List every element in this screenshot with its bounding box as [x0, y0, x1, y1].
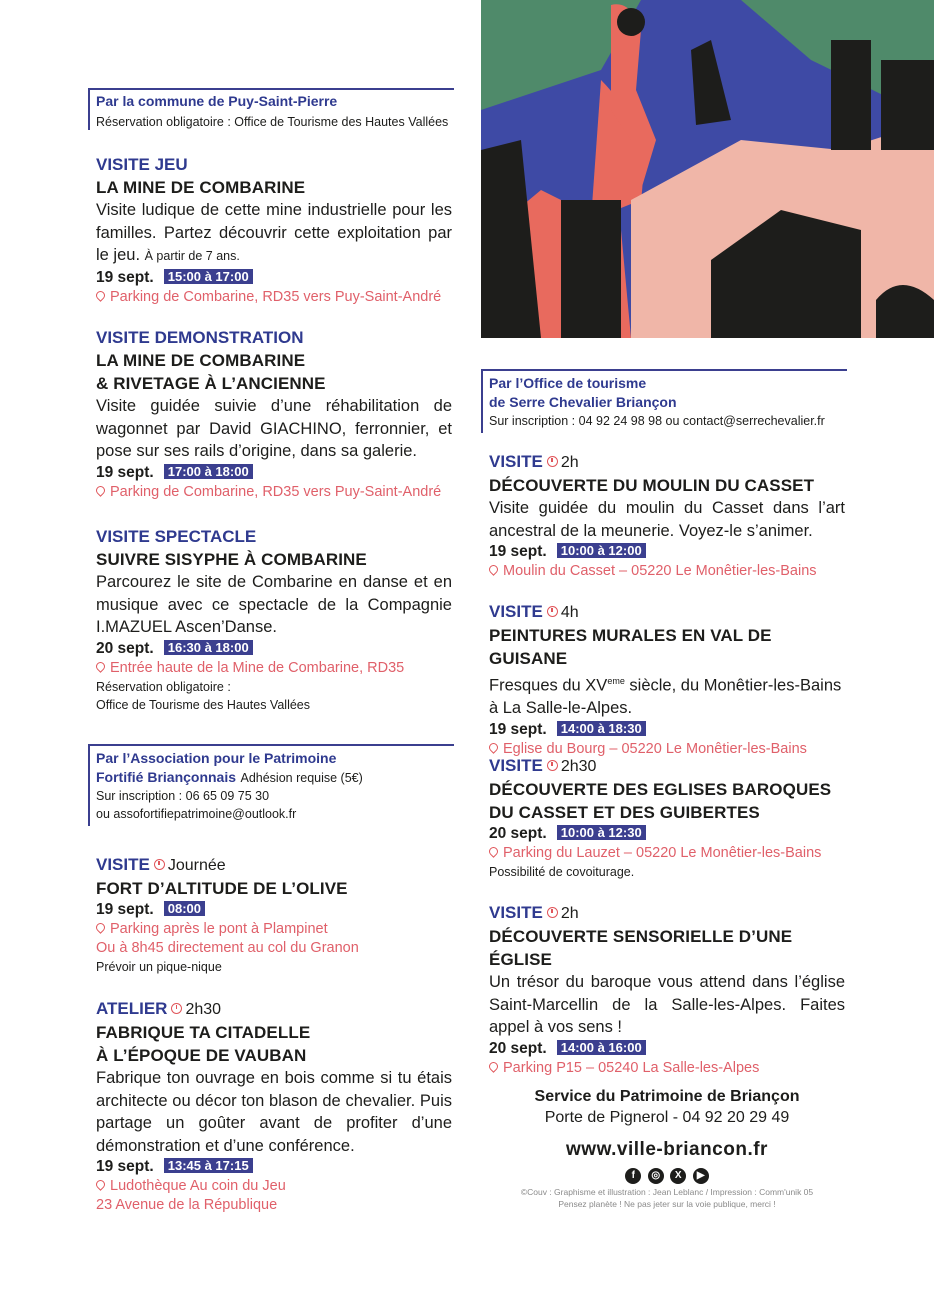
event-kind: VISITE DEMONSTRATION [96, 328, 304, 347]
time-badge: 14:00 à 16:00 [557, 1040, 646, 1055]
clock-icon [547, 907, 558, 918]
event-datetime: 19 sept. 13:45 à 17:15 [96, 1157, 452, 1177]
pin-icon [487, 563, 500, 576]
event-visite-spectacle [96, 526, 452, 714]
event-decouverte-sensorielle [489, 902, 845, 1078]
event-place: Moulin du Casset – 05220 Le Monêtier-les-Bains [489, 562, 845, 581]
event-place-alt: Ou à 8h45 directement au col du Granon [96, 940, 359, 956]
service-address: Porte de Pignerol - 04 92 20 29 49 [544, 1109, 790, 1126]
time-badge: 13:45 à 17:15 [164, 1158, 253, 1173]
event-note: Prévoir un pique-nique [96, 960, 222, 974]
event-title-line1: DÉCOUVERTE DES EGLISES BAROQUES [489, 780, 832, 799]
social-icons [489, 1165, 845, 1184]
event-place: Parking P15 – 05240 La Salle-les-Alpes [489, 1059, 845, 1078]
event-title-line2: DU CASSET ET DES GUIBERTES [489, 803, 760, 822]
org3-title-line2: de Serre Chevalier Briançon [489, 394, 677, 410]
event-title: PEINTURES MURALES EN VAL DE GUISANE [489, 626, 772, 668]
event-title-line2: & RIVETAGE À L’ANCIENNE [96, 374, 326, 393]
org2-email: ou assofortifiepatrimoine@outlook.fr [96, 807, 297, 821]
time-badge: 15:00 à 17:00 [164, 269, 253, 284]
pin-icon [94, 289, 107, 302]
event-peintures-murales [489, 601, 845, 759]
service-name: Service du Patrimoine de Briançon [534, 1088, 800, 1105]
event-atelier-citadelle [96, 998, 452, 1215]
event-kind: VISITE 4h [489, 602, 579, 621]
time-badge: 14:00 à 18:30 [557, 721, 646, 736]
facebook-icon[interactable]: f [625, 1168, 641, 1184]
pin-icon [94, 484, 107, 497]
event-title: DÉCOUVERTE SENSORIELLE D’UNE ÉGLISE [489, 927, 793, 969]
event-title: FORT D’ALTITUDE DE L’OLIVE [96, 879, 348, 898]
pin-icon [487, 741, 500, 754]
time-badge: 08:00 [164, 901, 205, 916]
website-link[interactable]: www.ville-briancon.fr [566, 1139, 768, 1160]
cover-illustration [481, 0, 934, 338]
org1-note: Réservation obligatoire : Office de Tourisme des Hautes Vallées [96, 115, 449, 129]
org3-title-line1: Par l’Office de tourisme [489, 375, 647, 391]
event-place-line2: 23 Avenue de la République [96, 1197, 278, 1213]
event-datetime: 20 sept. 16:30 à 18:00 [96, 639, 452, 659]
event-title: LA MINE DE COMBARINE [96, 178, 306, 197]
org3-contact: Sur inscription : 04 92 24 98 98 ou contact@serrechevalier.fr [489, 414, 825, 428]
pin-icon [487, 1060, 500, 1073]
org2-header [96, 749, 452, 823]
event-description: Visite guidée suivie d’une réhabilitation de wagonnet par David GIACHINO, ferronnier, et pose sur ses rails d’origine, dans sa galerie. [96, 397, 452, 460]
org2-phone: Sur inscription : 06 65 09 75 30 [96, 789, 270, 803]
event-kind: VISITE 2h30 [489, 756, 597, 775]
event-moulin-casset [489, 451, 845, 581]
event-note: Office de Tourisme des Hautes Vallées [96, 697, 311, 712]
event-kind: ATELIER 2h30 [96, 999, 222, 1018]
event-place: Parking du Lauzet – 05220 Le Monêtier-les-Bains [489, 844, 845, 863]
event-kind: VISITE JEU [96, 155, 188, 174]
event-place: Parking de Combarine, RD35 vers Puy-Saint-André [96, 483, 452, 502]
event-kind: VISITE 2h [489, 452, 579, 471]
clock-icon [547, 606, 558, 617]
clock-icon [547, 760, 558, 771]
event-title-line2: À L’ÉPOQUE DE VAUBAN [96, 1046, 307, 1065]
org2-title-line2: Fortifié Briançonnais [96, 769, 237, 785]
event-title: SUIVRE SISYPHE À COMBARINE [96, 550, 367, 569]
event-fort-olive [96, 854, 452, 976]
event-place: Parking après le pont à Plampinet [96, 920, 452, 939]
event-datetime: 19 sept. 14:00 à 18:30 [489, 720, 845, 740]
event-note: Réservation obligatoire : [96, 679, 231, 694]
event-description: Visite guidée du moulin du Casset dans l’art ancestral de la meunerie. Voyez-le s’animer. [489, 499, 845, 540]
clock-icon [154, 859, 165, 870]
pin-icon [94, 1178, 107, 1191]
event-place: Parking de Combarine, RD35 vers Puy-Saint-André [96, 288, 452, 307]
time-badge: 10:00 à 12:30 [557, 825, 646, 840]
instagram-icon[interactable]: ◎ [648, 1168, 664, 1184]
event-description: Fabrique ton ouvrage en bois comme si tu étais architecte ou décor ton blason de chevalier. Puis partage un goûter avant de profiter d’une démonstration et d’une conférence. [96, 1069, 452, 1155]
pin-icon [94, 660, 107, 673]
clock-icon [547, 456, 558, 467]
event-title-line1: FABRIQUE TA CITADELLE [96, 1023, 311, 1042]
event-datetime: 19 sept. 17:00 à 18:00 [96, 463, 452, 483]
event-datetime: 19 sept. 15:00 à 17:00 [96, 268, 452, 288]
event-note: Possibilité de covoiturage. [489, 865, 635, 879]
org2-membership: Adhésion requise (5€) [240, 771, 363, 785]
event-datetime: 19 sept. 10:00 à 12:00 [489, 542, 845, 562]
event-place: Ludothèque Au coin du Jeu [96, 1177, 452, 1196]
event-place: Eglise du Bourg – 05220 Le Monêtier-les-Bains [489, 740, 845, 759]
event-visite-jeu [96, 154, 452, 307]
event-description: Visite ludique de cette mine industrielle pour les familles. Partez découvrir cette exploitation par le jeu. À partir de 7 ans. [96, 201, 452, 264]
event-kind: VISITE 2h [489, 903, 579, 922]
credits: ©Couv : Graphisme et illustration : Jean Leblanc / Impression : Comm'unik 05 [520, 1187, 814, 1197]
event-datetime: 20 sept. 10:00 à 12:30 [489, 824, 845, 844]
time-badge: 10:00 à 12:00 [557, 543, 646, 558]
event-visite-demonstration [96, 327, 452, 502]
event-description: Parcourez le site de Combarine en danse et en musique avec ce spectacle de la Compagnie I.MAZUEL Ascen’Danse. [96, 573, 452, 636]
event-kind: VISITE Journée [96, 855, 226, 874]
youtube-icon[interactable]: ▶ [693, 1168, 709, 1184]
event-description: Un trésor du baroque vous attend dans l’église Saint-Marcellin de la Salle-les-Alpes. Faites appel à vos sens ! [489, 973, 845, 1036]
pin-icon [487, 845, 500, 858]
org2-title-line1: Par l’Association pour le Patrimoine [96, 750, 337, 766]
time-badge: 17:00 à 18:00 [164, 464, 253, 479]
org1-title: Par la commune de Puy-Saint-Pierre [96, 93, 338, 109]
pin-icon [94, 921, 107, 934]
x-icon[interactable]: X [670, 1168, 686, 1184]
event-eglises-baroques [489, 755, 845, 881]
time-badge: 16:30 à 18:00 [164, 640, 253, 655]
event-place: Entrée haute de la Mine de Combarine, RD35 [96, 659, 452, 678]
event-title-line1: LA MINE DE COMBARINE [96, 351, 306, 370]
event-title: DÉCOUVERTE DU MOULIN DU CASSET [489, 476, 815, 495]
event-description: Fresques du XVeme siècle, du Monêtier-les-Bains à La Salle-le-Alpes. [489, 676, 842, 717]
footer [489, 1086, 845, 1210]
event-datetime: 20 sept. 14:00 à 16:00 [489, 1039, 845, 1059]
event-datetime: 19 sept. 08:00 [96, 900, 452, 920]
org3-header [489, 374, 845, 430]
eco-message: Pensez planète ! Ne pas jeter sur la voie publique, merci ! [558, 1199, 776, 1209]
clock-icon [171, 1003, 182, 1014]
event-kind: VISITE SPECTACLE [96, 527, 257, 546]
